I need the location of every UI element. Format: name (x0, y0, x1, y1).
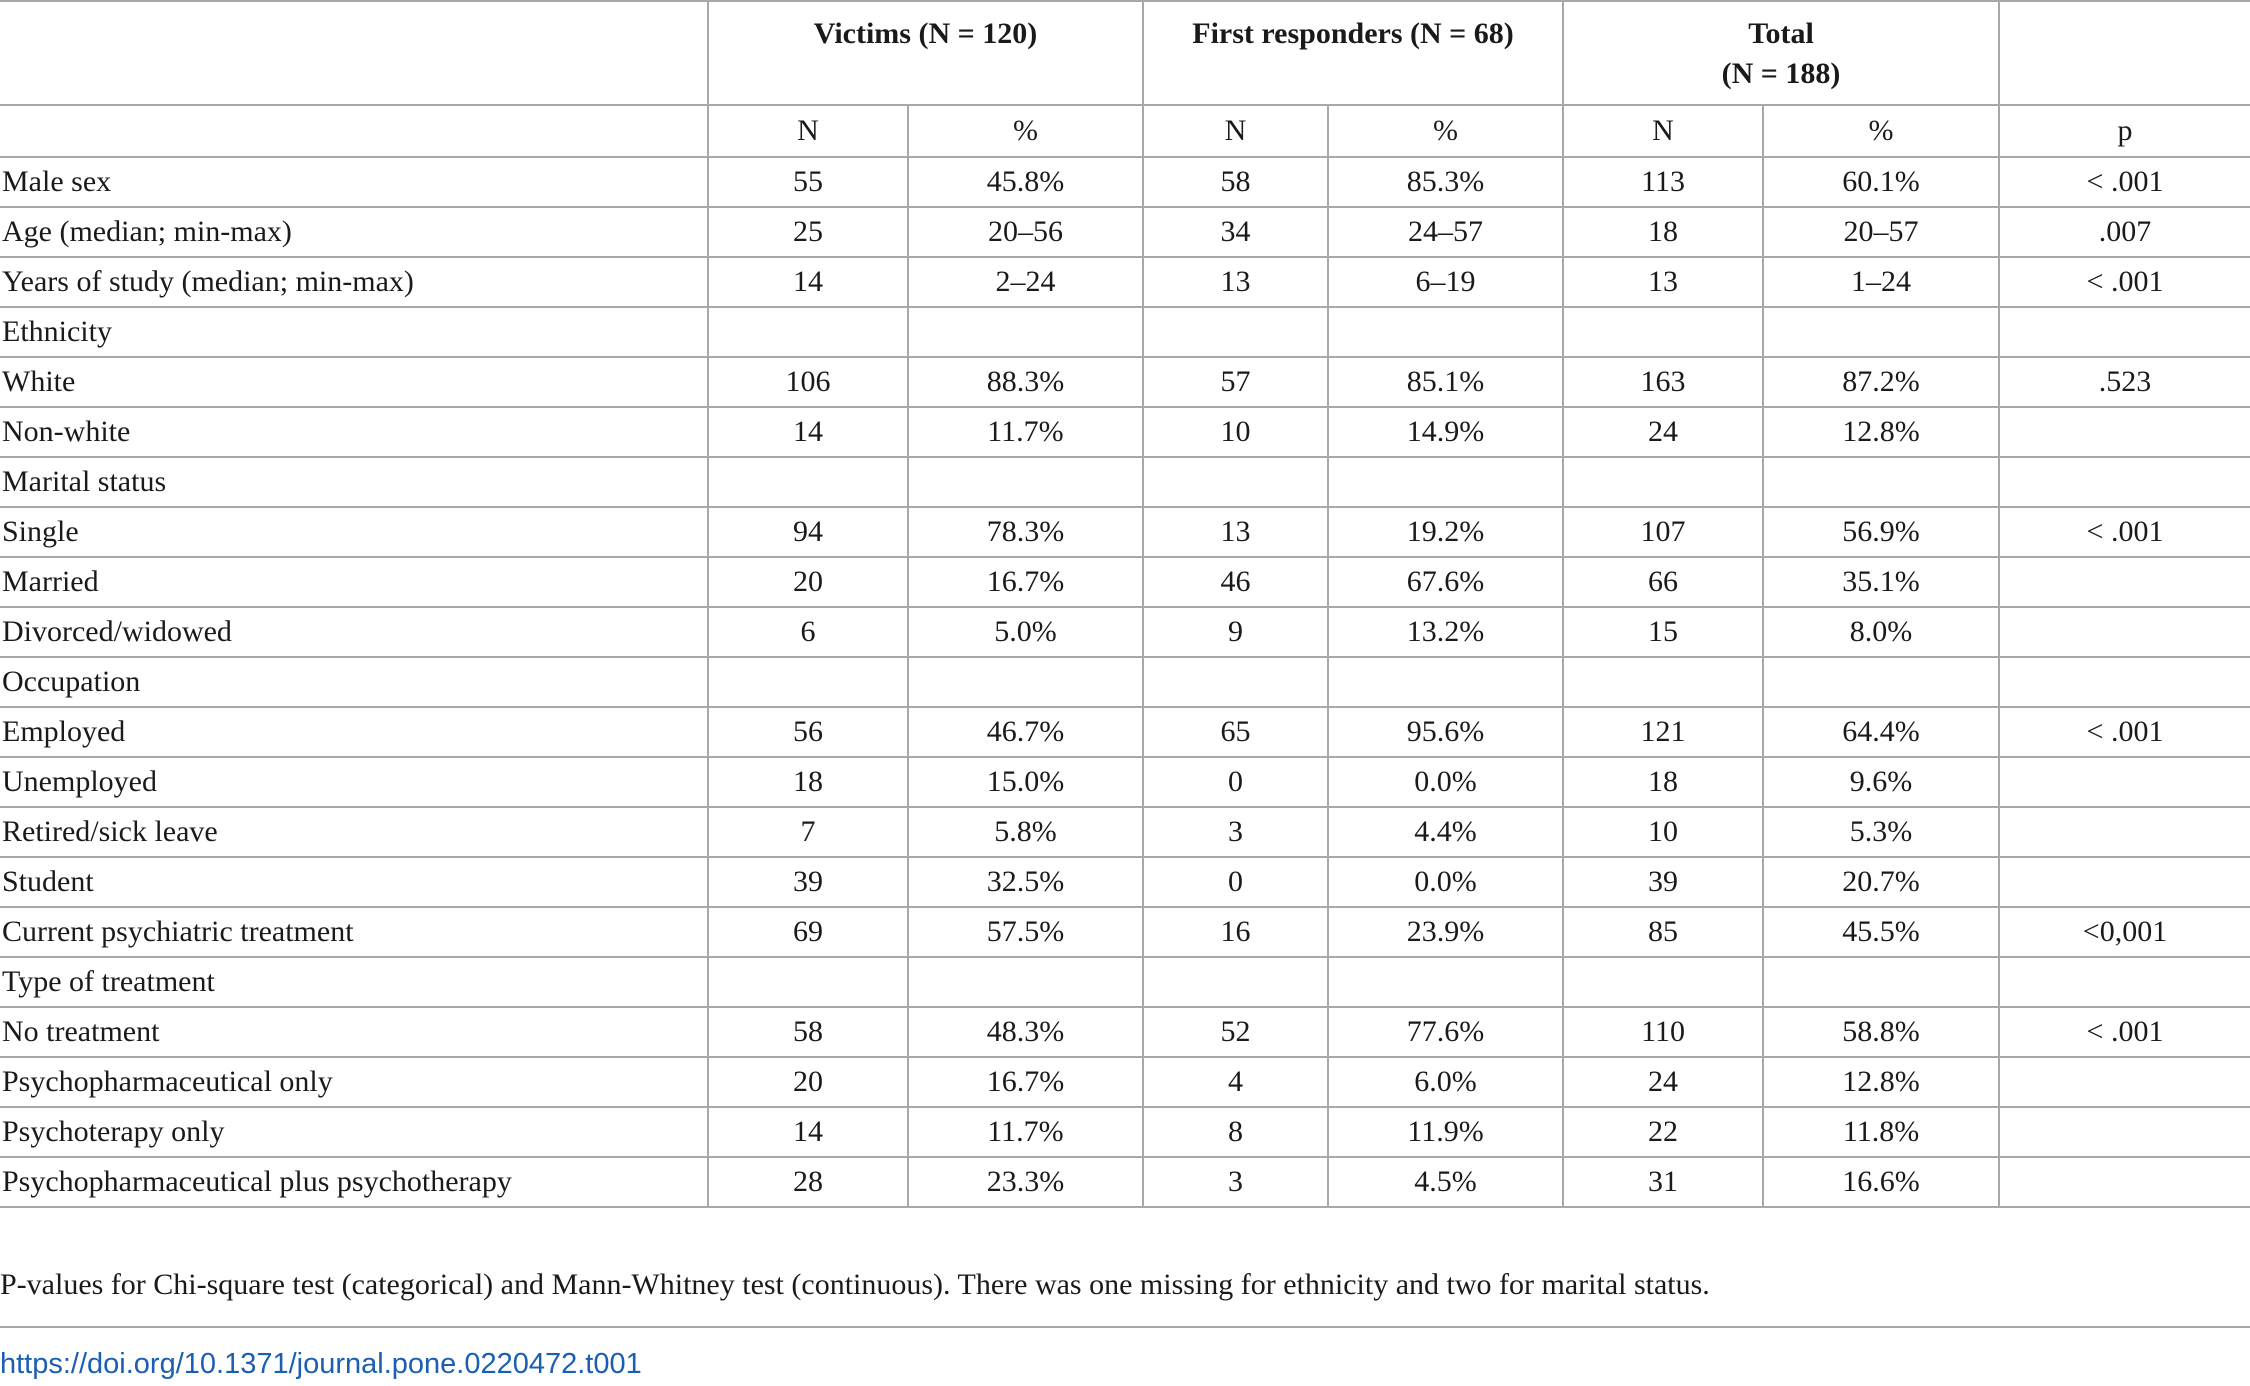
cell-responders-pct: 95.6% (1328, 707, 1563, 757)
cell-responders-pct (1328, 307, 1563, 357)
cell-victims-pct: 2–24 (908, 257, 1143, 307)
cell-victims-n (708, 657, 908, 707)
cell-responders-pct (1328, 957, 1563, 1007)
header-total-label: Total (1748, 17, 1814, 50)
cell-responders-pct (1328, 657, 1563, 707)
cell-victims-pct: 16.7% (908, 557, 1143, 607)
cell-victims-n: 58 (708, 1007, 908, 1057)
cell-victims-n: 20 (708, 1057, 908, 1107)
subheader-row (0, 105, 2250, 157)
table-row (0, 307, 2250, 357)
cell-victims-pct: 11.7% (908, 1107, 1143, 1157)
subheader-victims-pct: % (908, 105, 1143, 157)
cell-victims-pct: 48.3% (908, 1007, 1143, 1057)
cell-victims-n: 20 (708, 557, 908, 607)
subheader-responders-pct: % (1328, 105, 1563, 157)
header-first-responders: First responders (N = 68) (1143, 1, 1563, 105)
cell-victims-pct (908, 307, 1143, 357)
subheader-responders-n: N (1143, 105, 1328, 157)
cell-responders-n: 0 (1143, 857, 1328, 907)
cell-total-pct: 5.3% (1763, 807, 1999, 857)
cell-total-n: 163 (1563, 357, 1763, 407)
cell-total-n (1563, 657, 1763, 707)
cell-victims-n (708, 457, 908, 507)
cell-total-n: 22 (1563, 1107, 1763, 1157)
cell-total-n: 113 (1563, 157, 1763, 207)
cell-responders-pct: 23.9% (1328, 907, 1563, 957)
cell-total-n: 18 (1563, 757, 1763, 807)
cell-p-value (1999, 1157, 2250, 1207)
table-row (0, 607, 2250, 657)
table-row (0, 357, 2250, 407)
cell-victims-pct: 46.7% (908, 707, 1143, 757)
cell-responders-n: 4 (1143, 1057, 1328, 1107)
doi-link[interactable]: https://doi.org/10.1371/journal.pone.0220472.t001 (0, 1348, 642, 1380)
header-blank-cell (0, 1, 708, 105)
cell-responders-pct: 4.4% (1328, 807, 1563, 857)
cell-total-n: 31 (1563, 1157, 1763, 1207)
table-row (0, 457, 2250, 507)
cell-responders-n (1143, 457, 1328, 507)
cell-total-pct (1763, 457, 1999, 507)
row-label: Psychopharmaceutical only (0, 1057, 708, 1107)
cell-responders-pct: 0.0% (1328, 757, 1563, 807)
divider (0, 1326, 2250, 1328)
cell-total-pct: 87.2% (1763, 357, 1999, 407)
cell-responders-n: 65 (1143, 707, 1328, 757)
cell-total-pct: 12.8% (1763, 1057, 1999, 1107)
cell-responders-pct: 6–19 (1328, 257, 1563, 307)
cell-total-pct: 8.0% (1763, 607, 1999, 657)
cell-victims-n: 55 (708, 157, 908, 207)
cell-victims-n: 25 (708, 207, 908, 257)
row-label: Employed (0, 707, 708, 757)
table-row (0, 857, 2250, 907)
cell-p-value (1999, 307, 2250, 357)
cell-responders-n (1143, 307, 1328, 357)
cell-victims-pct (908, 657, 1143, 707)
cell-p-value: < .001 (1999, 257, 2250, 307)
cell-responders-pct: 14.9% (1328, 407, 1563, 457)
header-victims: Victims (N = 120) (708, 1, 1143, 105)
row-label: Type of treatment (0, 957, 708, 1007)
table-row (0, 1107, 2250, 1157)
header-total (1563, 1, 1999, 105)
row-label: Student (0, 857, 708, 907)
table-row (0, 1157, 2250, 1207)
cell-total-pct: 58.8% (1763, 1007, 1999, 1057)
row-label: White (0, 357, 708, 407)
cell-p-value: <0,001 (1999, 907, 2250, 957)
cell-victims-pct: 11.7% (908, 407, 1143, 457)
table-row (0, 1057, 2250, 1107)
subheader-p-value: p (1999, 105, 2250, 157)
cell-total-pct (1763, 657, 1999, 707)
cell-total-n (1563, 307, 1763, 357)
cell-victims-n: 7 (708, 807, 908, 857)
table-row (0, 157, 2250, 207)
cell-victims-n: 14 (708, 1107, 908, 1157)
cell-responders-pct: 13.2% (1328, 607, 1563, 657)
table-row (0, 557, 2250, 607)
cell-total-n (1563, 957, 1763, 1007)
cell-total-pct: 11.8% (1763, 1107, 1999, 1157)
table-row (0, 507, 2250, 557)
cell-total-pct (1763, 957, 1999, 1007)
cell-victims-n: 94 (708, 507, 908, 557)
subheader-total-n: N (1563, 105, 1763, 157)
table-row (0, 707, 2250, 757)
cell-total-n: 39 (1563, 857, 1763, 907)
cell-responders-n: 58 (1143, 157, 1328, 207)
cell-responders-n: 52 (1143, 1007, 1328, 1057)
subheader-blank-cell (0, 105, 708, 157)
cell-responders-n: 34 (1143, 207, 1328, 257)
cell-total-n: 110 (1563, 1007, 1763, 1057)
cell-victims-n: 14 (708, 257, 908, 307)
row-label: Years of study (median; min-max) (0, 257, 708, 307)
cell-total-n: 13 (1563, 257, 1763, 307)
cell-responders-pct: 11.9% (1328, 1107, 1563, 1157)
cell-victims-pct: 15.0% (908, 757, 1143, 807)
cell-victims-n: 106 (708, 357, 908, 407)
cell-total-pct: 12.8% (1763, 407, 1999, 457)
cell-responders-n: 8 (1143, 1107, 1328, 1157)
table-row (0, 757, 2250, 807)
cell-responders-n: 13 (1143, 257, 1328, 307)
cell-victims-pct: 78.3% (908, 507, 1143, 557)
cell-responders-n: 16 (1143, 907, 1328, 957)
row-label: Psychoterapy only (0, 1107, 708, 1157)
table-row (0, 907, 2250, 957)
cell-responders-n: 3 (1143, 1157, 1328, 1207)
cell-responders-pct: 0.0% (1328, 857, 1563, 907)
subheader-total-pct: % (1763, 105, 1999, 157)
table-body (0, 1, 2250, 1207)
cell-responders-pct (1328, 457, 1563, 507)
cell-responders-n: 13 (1143, 507, 1328, 557)
row-label: Age (median; min-max) (0, 207, 708, 257)
cell-total-n: 121 (1563, 707, 1763, 757)
cell-total-pct: 56.9% (1763, 507, 1999, 557)
cell-responders-n (1143, 957, 1328, 1007)
table-row (0, 657, 2250, 707)
cell-victims-n (708, 307, 908, 357)
cell-responders-pct: 85.1% (1328, 357, 1563, 407)
table-row (0, 257, 2250, 307)
cell-total-n: 66 (1563, 557, 1763, 607)
cell-victims-n: 14 (708, 407, 908, 457)
cell-victims-pct: 5.0% (908, 607, 1143, 657)
row-label: Non-white (0, 407, 708, 457)
cell-total-pct: 60.1% (1763, 157, 1999, 207)
cell-victims-n: 6 (708, 607, 908, 657)
cell-total-n: 10 (1563, 807, 1763, 857)
cell-victims-pct: 5.8% (908, 807, 1143, 857)
cell-total-pct: 9.6% (1763, 757, 1999, 807)
cell-responders-n: 57 (1143, 357, 1328, 407)
cell-total-pct (1763, 307, 1999, 357)
cell-victims-n (708, 957, 908, 1007)
row-label: Ethnicity (0, 307, 708, 357)
cell-total-pct: 45.5% (1763, 907, 1999, 957)
cell-victims-n: 69 (708, 907, 908, 957)
table-row (0, 407, 2250, 457)
cell-victims-pct: 88.3% (908, 357, 1143, 407)
cell-responders-pct: 19.2% (1328, 507, 1563, 557)
cell-p-value (1999, 557, 2250, 607)
table-row (0, 207, 2250, 257)
cell-total-n: 15 (1563, 607, 1763, 657)
table-row (0, 807, 2250, 857)
row-label: Married (0, 557, 708, 607)
cell-p-value: .523 (1999, 357, 2250, 407)
row-label: Retired/sick leave (0, 807, 708, 857)
row-label: Marital status (0, 457, 708, 507)
cell-responders-pct: 24–57 (1328, 207, 1563, 257)
cell-p-value (1999, 1107, 2250, 1157)
cell-p-value (1999, 807, 2250, 857)
cell-victims-n: 39 (708, 857, 908, 907)
row-label: Current psychiatric treatment (0, 907, 708, 957)
row-label: Unemployed (0, 757, 708, 807)
cell-total-n: 24 (1563, 1057, 1763, 1107)
cell-victims-pct: 23.3% (908, 1157, 1143, 1207)
cell-p-value (1999, 457, 2250, 507)
cell-responders-n: 10 (1143, 407, 1328, 457)
cell-responders-n: 9 (1143, 607, 1328, 657)
cell-p-value: < .001 (1999, 507, 2250, 557)
cell-p-value (1999, 407, 2250, 457)
cell-responders-pct: 67.6% (1328, 557, 1563, 607)
cell-p-value: < .001 (1999, 707, 2250, 757)
cell-responders-pct: 6.0% (1328, 1057, 1563, 1107)
cell-p-value (1999, 757, 2250, 807)
cell-victims-pct: 32.5% (908, 857, 1143, 907)
row-label: Single (0, 507, 708, 557)
cell-p-value (1999, 1057, 2250, 1107)
cell-total-n: 85 (1563, 907, 1763, 957)
row-label: No treatment (0, 1007, 708, 1057)
cell-victims-n: 56 (708, 707, 908, 757)
cell-p-value: .007 (1999, 207, 2250, 257)
cell-victims-pct: 20–56 (908, 207, 1143, 257)
header-total-n: (N = 188) (1721, 57, 1841, 90)
cell-total-n: 107 (1563, 507, 1763, 557)
header-p-blank-cell (1999, 1, 2250, 105)
cell-victims-pct (908, 957, 1143, 1007)
cell-total-pct: 16.6% (1763, 1157, 1999, 1207)
cell-victims-pct: 57.5% (908, 907, 1143, 957)
cell-p-value (1999, 607, 2250, 657)
table-footnote: P-values for Chi-square test (categorical) and Mann-Whitney test (continuous). There was one missing for ethnicity and two for marital status. (0, 1268, 1710, 1301)
cell-p-value (1999, 957, 2250, 1007)
cell-victims-pct (908, 457, 1143, 507)
row-label: Divorced/widowed (0, 607, 708, 657)
cell-responders-pct: 85.3% (1328, 157, 1563, 207)
cell-p-value (1999, 857, 2250, 907)
row-label: Psychopharmaceutical plus psychotherapy (0, 1157, 708, 1207)
cell-total-n (1563, 457, 1763, 507)
cell-p-value (1999, 657, 2250, 707)
row-label: Male sex (0, 157, 708, 207)
cell-p-value: < .001 (1999, 157, 2250, 207)
cell-responders-pct: 77.6% (1328, 1007, 1563, 1057)
cell-total-n: 24 (1563, 407, 1763, 457)
cell-victims-n: 18 (708, 757, 908, 807)
cell-responders-pct: 4.5% (1328, 1157, 1563, 1207)
cell-responders-n: 46 (1143, 557, 1328, 607)
cell-victims-pct: 45.8% (908, 157, 1143, 207)
cell-total-pct: 1–24 (1763, 257, 1999, 307)
subheader-victims-n: N (708, 105, 908, 157)
cell-total-pct: 20.7% (1763, 857, 1999, 907)
cell-p-value: < .001 (1999, 1007, 2250, 1057)
cell-total-pct: 64.4% (1763, 707, 1999, 757)
cell-victims-pct: 16.7% (908, 1057, 1143, 1107)
cell-victims-n: 28 (708, 1157, 908, 1207)
table-row (0, 957, 2250, 1007)
group-header-row (0, 1, 2250, 105)
cell-responders-n (1143, 657, 1328, 707)
cell-total-pct: 20–57 (1763, 207, 1999, 257)
cell-responders-n: 0 (1143, 757, 1328, 807)
cell-total-pct: 35.1% (1763, 557, 1999, 607)
row-label: Occupation (0, 657, 708, 707)
table-row (0, 1007, 2250, 1057)
cell-responders-n: 3 (1143, 807, 1328, 857)
cell-total-n: 18 (1563, 207, 1763, 257)
